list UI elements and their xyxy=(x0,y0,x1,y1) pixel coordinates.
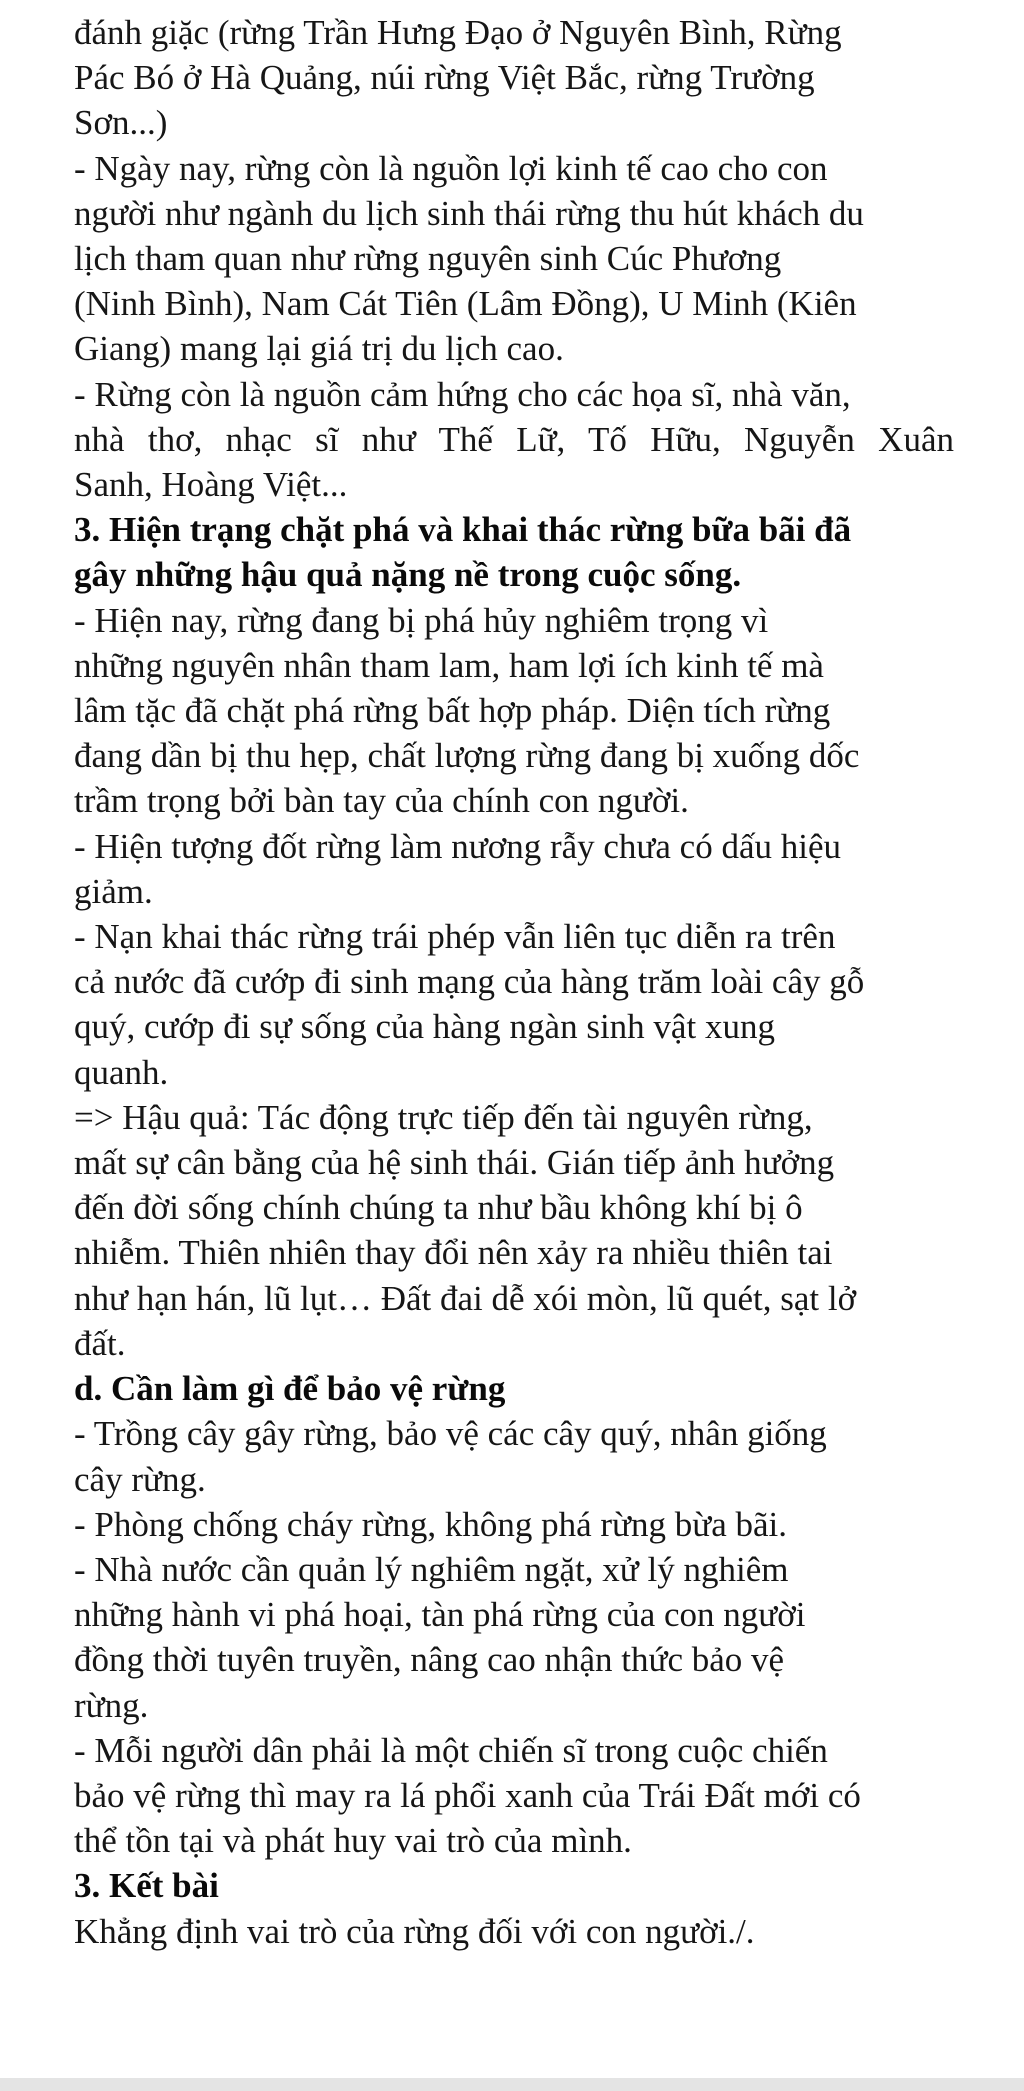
text-line: đang dần bị thu hẹp, chất lượng rừng đang bị xuống dốc xyxy=(74,736,860,776)
text-line: Sơn...) xyxy=(74,103,168,143)
text-line: quý, cướp đi sự sống của hàng ngàn sinh vật xung xyxy=(74,1007,775,1047)
text-line: Sanh, Hoàng Việt... xyxy=(74,465,348,505)
text-line: rừng. xyxy=(74,1685,149,1725)
text-line: nhiễm. Thiên nhiên thay đổi nên xảy ra nhiều thiên tai xyxy=(74,1233,833,1273)
text-line: - Trồng cây gây rừng, bảo vệ các cây quý, nhân giống xyxy=(74,1414,827,1454)
text-line: thể tồn tại và phát huy vai trò của mình. xyxy=(74,1821,632,1861)
text-line: mất sự cân bằng của hệ sinh thái. Gián tiếp ảnh hưởng xyxy=(74,1143,835,1183)
bottom-edge-bar xyxy=(0,2078,1024,2091)
text-line: - Hiện nay, rừng đang bị phá hủy nghiêm trọng vì xyxy=(74,600,769,640)
section-heading-line: 3. Kết bài xyxy=(74,1866,219,1906)
text-line: => Hậu quả: Tác động trực tiếp đến tài nguyên rừng, xyxy=(74,1097,813,1137)
text-line: đánh giặc (rừng Trần Hưng Đạo ở Nguyên Bình, Rừng xyxy=(74,13,842,52)
text-line: cả nước đã cướp đi sinh mạng của hàng trăm loài cây gỗ xyxy=(74,962,865,1002)
section-heading-line: gây những hậu quả nặng nề trong cuộc sống. xyxy=(74,555,742,595)
text-line: Khẳng định vai trò của rừng đối với con người./. xyxy=(74,1911,755,1951)
text-line: như hạn hán, lũ lụt… Đất đai dễ xói mòn, lũ quét, sạt lở xyxy=(74,1278,857,1318)
text-line: nhà thơ, nhạc sĩ như Thế Lữ, Tố Hữu, Nguyễn Xuân xyxy=(74,419,954,459)
text-line: - Ngày nay, rừng còn là nguồn lợi kinh tế cao cho con xyxy=(74,148,828,188)
text-line: bảo vệ rừng thì may ra lá phổi xanh của Trái Đất mới có xyxy=(74,1775,861,1815)
text-line: - Mỗi người dân phải là một chiến sĩ trong cuộc chiến xyxy=(74,1730,828,1770)
text-line: những hành vi phá hoại, tàn phá rừng của con người xyxy=(74,1595,806,1635)
text-line: - Phòng chống cháy rừng, không phá rừng bừa bãi. xyxy=(74,1504,788,1544)
section-heading-line: d. Cần làm gì để bảo vệ rừng xyxy=(74,1369,506,1409)
text-line: đất. xyxy=(74,1323,126,1363)
text-line: trầm trọng bởi bàn tay của chính con người. xyxy=(74,781,689,821)
section-heading-line: 3. Hiện trạng chặt phá và khai thác rừng bữa bãi đã xyxy=(74,510,852,550)
text-line: - Hiện tượng đốt rừng làm nương rẫy chưa có dấu hiệu xyxy=(74,826,842,866)
document-body xyxy=(74,10,954,1954)
text-line: Pác Bó ở Hà Quảng, núi rừng Việt Bắc, rừng Trường xyxy=(74,58,815,98)
text-line: quanh. xyxy=(74,1052,169,1092)
text-line: - Nhà nước cần quản lý nghiêm ngặt, xử lý nghiêm xyxy=(74,1549,789,1589)
text-line: - Rừng còn là nguồn cảm hứng cho các họa sĩ, nhà văn, xyxy=(74,374,851,414)
text-line: người như ngành du lịch sinh thái rừng thu hút khách du xyxy=(74,193,864,233)
text-line: Giang) mang lại giá trị du lịch cao. xyxy=(74,329,564,369)
text-line: (Ninh Bình), Nam Cát Tiên (Lâm Đồng), U Minh (Kiên xyxy=(74,284,857,324)
text-line: lâm tặc đã chặt phá rừng bất hợp pháp. Diện tích rừng xyxy=(74,691,831,731)
text-line: lịch tham quan như rừng nguyên sinh Cúc Phương xyxy=(74,239,782,279)
text-line: - Nạn khai thác rừng trái phép vẫn liên tục diễn ra trên xyxy=(74,917,836,957)
text-line: đến đời sống chính chúng ta như bầu không khí bị ô xyxy=(74,1188,803,1228)
text-line: giảm. xyxy=(74,871,153,911)
text-line: đồng thời tuyên truyền, nâng cao nhận thức bảo vệ xyxy=(74,1640,785,1680)
text-line: những nguyên nhân tham lam, ham lợi ích kinh tế mà xyxy=(74,645,824,685)
text-line: cây rừng. xyxy=(74,1459,206,1499)
